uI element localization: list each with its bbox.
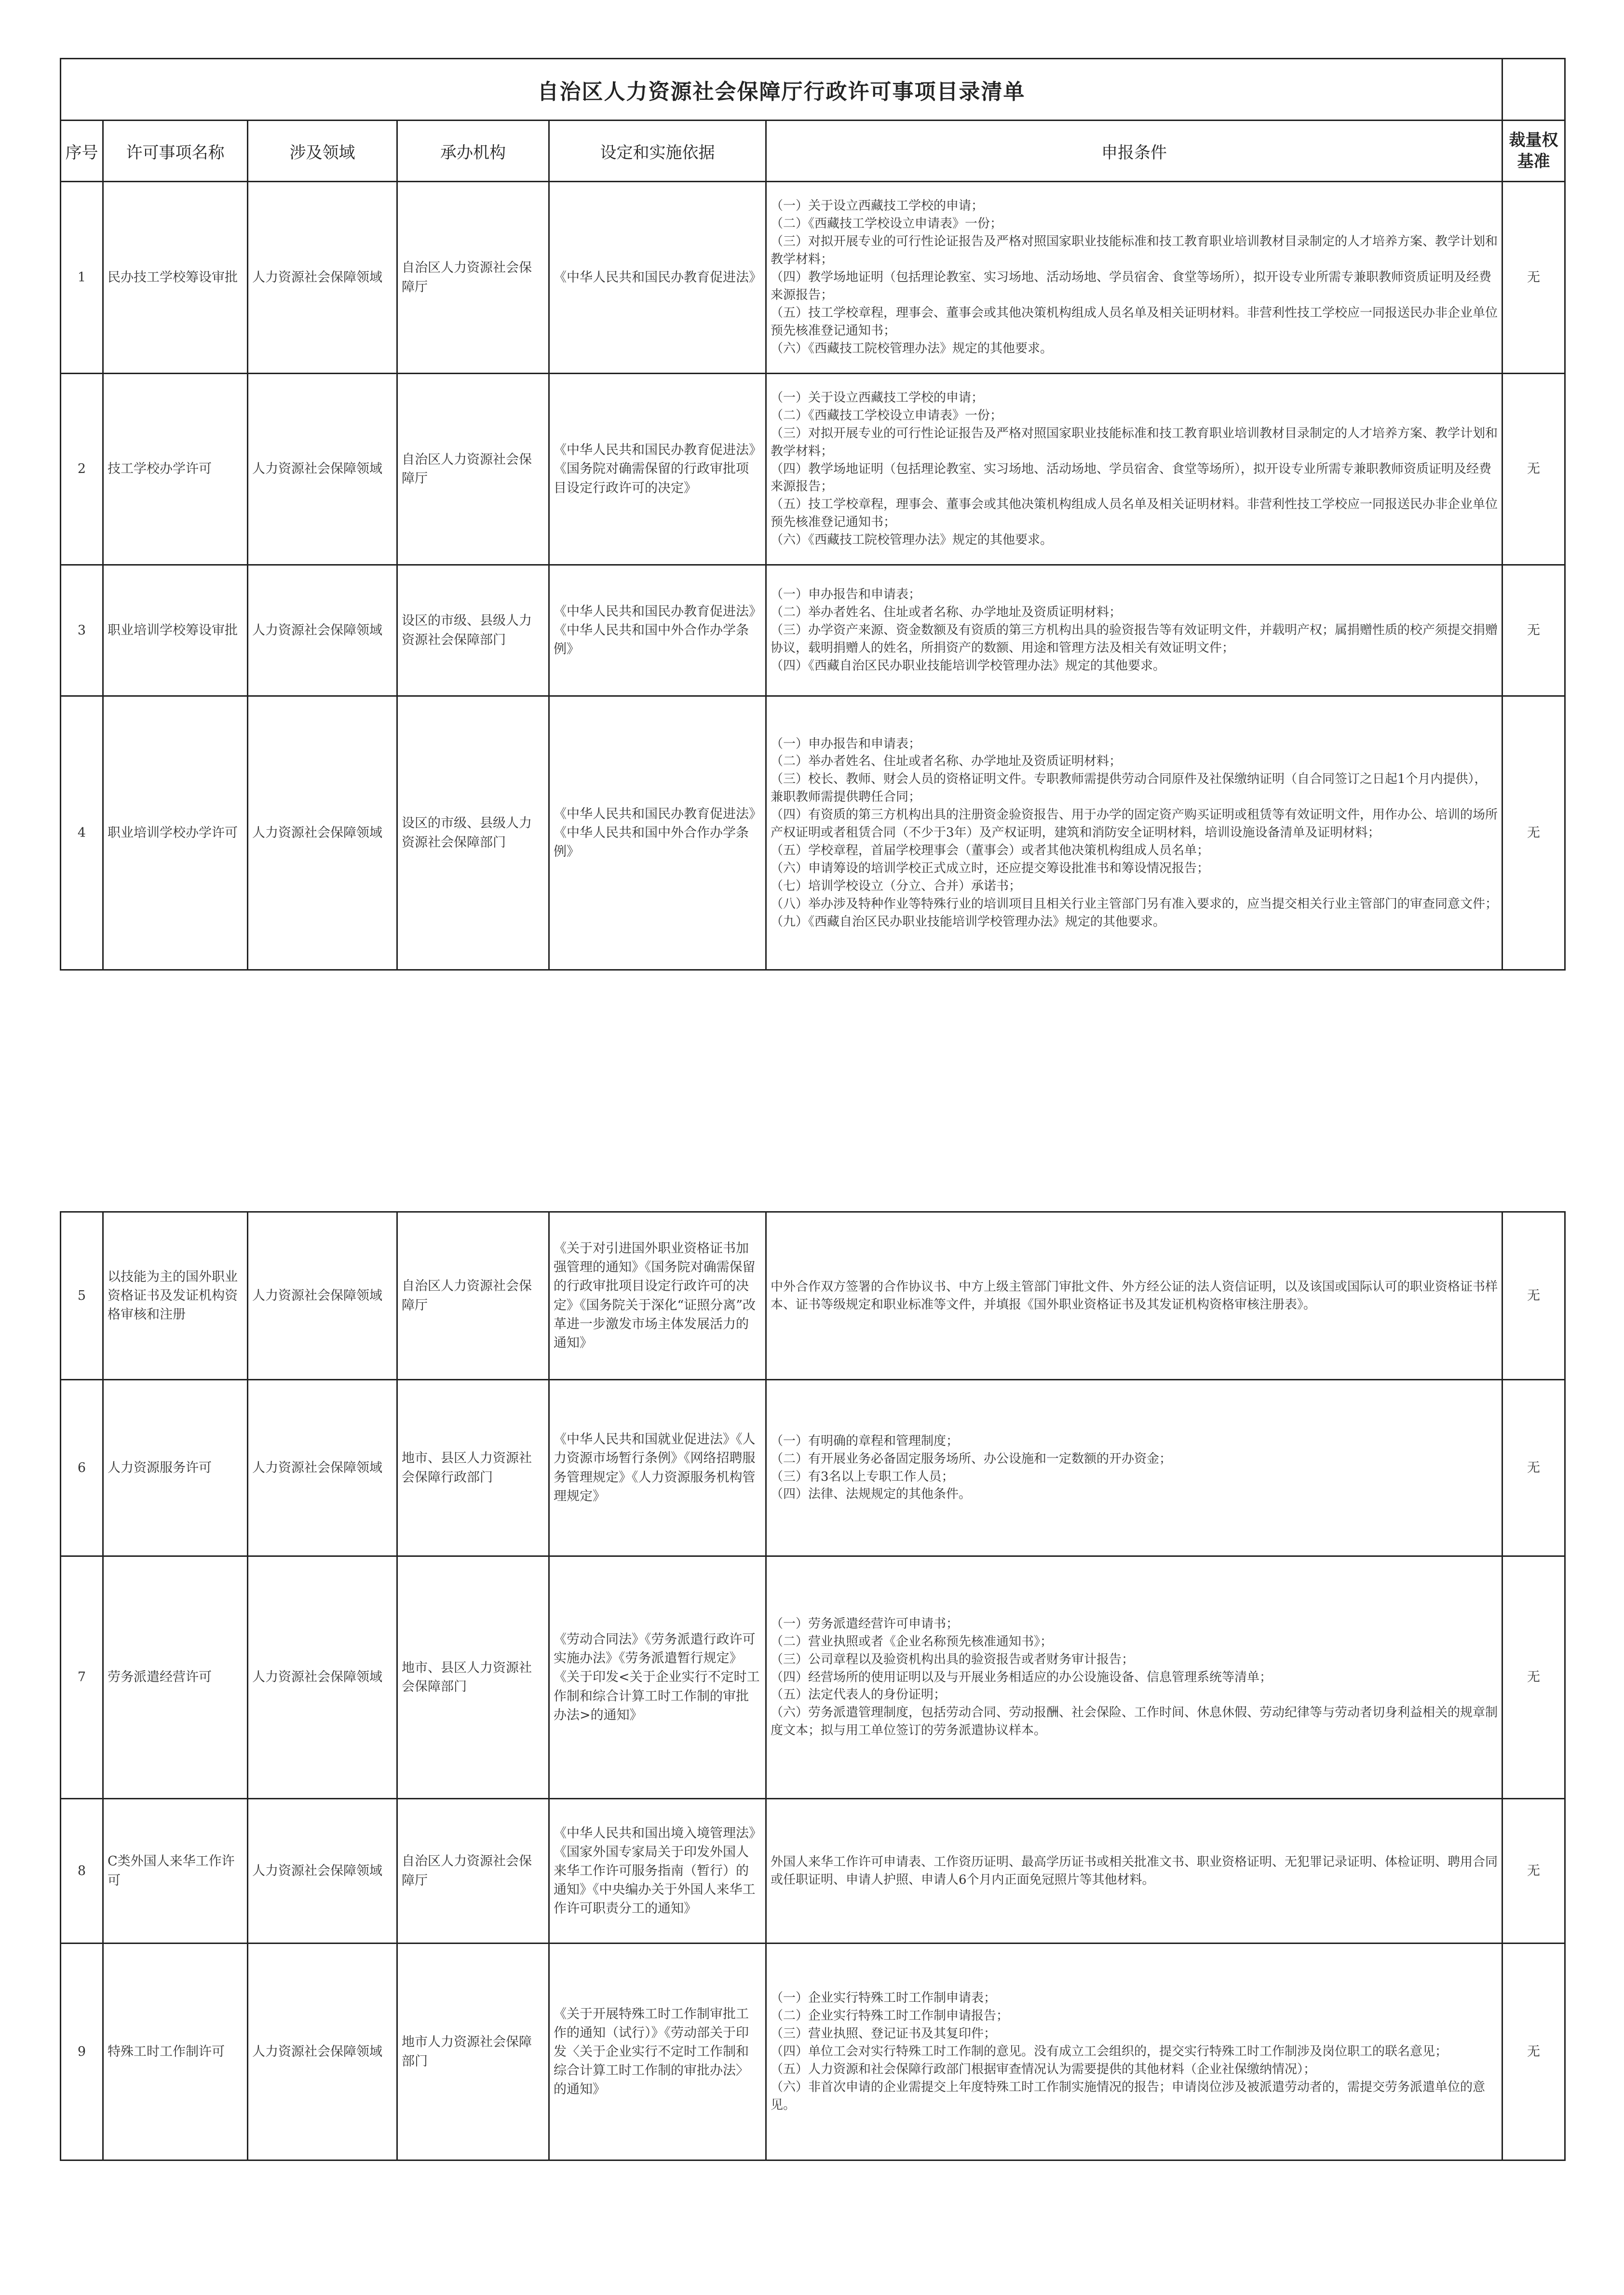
row-serial: 6	[61, 1380, 103, 1556]
row-permit-name: 职业培训学校办学许可	[103, 696, 248, 970]
row-serial: 2	[61, 374, 103, 565]
condition-item: （四）有资质的第三方机构出具的注册资金验资报告、用于办学的固定资产购买证明或租赁等有效证明文件，用作办公、培训的场所产权证明或者租赁合同（不少于3年）及产权证明，建筑和消防安全证明材料，培训设施设备清单及证明材料；	[771, 808, 1498, 840]
row-permit-name: 职业培训学校筹设审批	[103, 565, 248, 696]
header-permit-name: 许可事项名称	[103, 121, 248, 182]
row-area: 人力资源社会保障领域	[248, 696, 397, 970]
condition-item: （六）《西藏技工院校管理办法》规定的其他要求。	[771, 341, 1053, 356]
row-permit-name: 以技能为主的国外职业资格证书及发证机构资格审核和注册	[103, 1212, 248, 1380]
condition-item: （四）教学场地证明（包括理论教室、实习场地、活动场地、学员宿舍、食堂等场所），拟开设专业所需专兼职教师资质证明及经费来源报告；	[771, 461, 1492, 494]
row-legal-basis: 《中华人民共和国民办教育促进法》《中华人民共和国中外合作办学条例》	[549, 565, 766, 696]
condition-item: 外国人来华工作许可申请表、工作资历证明、最高学历证书或相关批准文书、职业资格证明、无犯罪记录证明、体检证明、聘用合同或任职证明、申请人护照、申请人6个月内正面免冠照片等其他材料。	[771, 1854, 1498, 1887]
permit-table-page-1	[60, 58, 1566, 971]
table-row	[61, 1380, 1565, 1556]
condition-item: （一）企业实行特殊工时工作制申请表；	[771, 1991, 997, 2006]
row-discretion: 无	[1502, 1799, 1565, 1944]
condition-item: （七）培训学校设立（分立、合并）承诺书；	[771, 878, 1022, 893]
row-conditions	[766, 696, 1502, 970]
condition-item: （六）非首次申请的企业需提交上年度特殊工时工作制实施情况的报告；申请岗位涉及被派遣劳动者的，需提交劳务派遣单位的意见。	[771, 2079, 1486, 2112]
header-area: 涉及领域	[248, 121, 397, 182]
condition-item: （三）营业执照、登记证书及其复印件；	[771, 2026, 997, 2041]
table-body-page-1	[61, 182, 1565, 970]
row-discretion: 无	[1502, 1944, 1565, 2160]
row-legal-basis: 《中华人民共和国民办教育促进法》	[549, 182, 766, 374]
row-area: 人力资源社会保障领域	[248, 182, 397, 374]
row-conditions	[766, 1556, 1502, 1799]
row-organization: 设区的市级、县级人力资源社会保障部门	[397, 696, 549, 970]
row-area: 人力资源社会保障领域	[248, 374, 397, 565]
condition-item: （四）《西藏自治区民办职业技能培训学校管理办法》规定的其他要求。	[771, 658, 1166, 673]
row-legal-basis: 《中华人民共和国民办教育促进法》《中华人民共和国中外合作办学条例》	[549, 696, 766, 970]
condition-item: （三）对拟开展专业的可行性论证报告及严格对照国家职业技能标准和技工教育职业培训教材目录制定的人才培养方案、教学计划和教学材料；	[771, 234, 1498, 267]
condition-item: （九）《西藏自治区民办职业技能培训学校管理办法》规定的其他要求。	[771, 914, 1166, 929]
table-row	[61, 565, 1565, 696]
header-discretion: 裁量权基准	[1502, 121, 1565, 182]
row-organization: 自治区人力资源社会保障厅	[397, 182, 549, 374]
row-serial: 5	[61, 1212, 103, 1380]
table-title: 自治区人力资源社会保障厅行政许可事项目录清单	[61, 59, 1502, 121]
condition-item: （四）经营场所的使用证明以及与开展业务相适应的办公设施设备、信息管理系统等清单；	[771, 1670, 1272, 1685]
table-row	[61, 1212, 1565, 1380]
row-area: 人力资源社会保障领域	[248, 1380, 397, 1556]
row-discretion: 无	[1502, 374, 1565, 565]
row-conditions	[766, 182, 1502, 374]
row-discretion: 无	[1502, 1380, 1565, 1556]
condition-item: （四）教学场地证明（包括理论教室、实习场地、活动场地、学员宿舍、食堂等场所），拟开设专业所需专兼职教师资质证明及经费来源报告；	[771, 270, 1492, 302]
table-row	[61, 1556, 1565, 1799]
header-conditions: 申报条件	[766, 121, 1502, 182]
condition-item: （五）人力资源和社会保障行政部门根据审查情况认为需要提供的其他材料（企业社保缴纳情况）；	[771, 2062, 1316, 2077]
condition-item: （三）公司章程以及验资机构出具的验资报告或者财务审计报告；	[771, 1652, 1135, 1667]
table-row	[61, 696, 1565, 970]
condition-item: （五）技工学校章程，理事会、董事会或其他决策机构组成人员名单及相关证明材料。非营利性技工学校应一同报送民办非企业单位预先核准登记通知书；	[771, 497, 1498, 530]
condition-item: （四）单位工会对实行特殊工时工作制的意见。没有成立工会组织的，提交实行特殊工时工作制涉及岗位职工的联名意见；	[771, 2044, 1448, 2059]
condition-item: （二）举办者姓名、住址或者名称、办学地址及资质证明材料；	[771, 605, 1122, 620]
row-permit-name: 技工学校办学许可	[103, 374, 248, 565]
row-organization: 设区的市级、县级人力资源社会保障部门	[397, 565, 549, 696]
condition-item: （六）申请筹设的培训学校正式成立时，还应提交筹设批准书和筹设情况报告；	[771, 861, 1210, 876]
table-row	[61, 374, 1565, 565]
table-row	[61, 1944, 1565, 2160]
row-conditions	[766, 565, 1502, 696]
row-conditions	[766, 1944, 1502, 2160]
row-legal-basis: 《关于对引进国外职业资格证书加强管理的通知》《国务院对确需保留的行政审批项目设定行政许可的决定》《国务院关于深化“证照分离”改革进一步激发市场主体发展活力的通知》	[549, 1212, 766, 1380]
row-serial: 1	[61, 182, 103, 374]
condition-item: （五）法定代表人的身份证明；	[771, 1688, 947, 1702]
row-area: 人力资源社会保障领域	[248, 1944, 397, 2160]
condition-item: （一）申办报告和申请表；	[771, 587, 921, 602]
row-discretion: 无	[1502, 696, 1565, 970]
row-serial: 8	[61, 1799, 103, 1944]
row-organization: 自治区人力资源社会保障厅	[397, 1799, 549, 1944]
condition-item: （六）《西藏技工院校管理办法》规定的其他要求。	[771, 533, 1053, 548]
condition-item: （二）有开展业务必备固定服务场所、办公设施和一定数额的开办资金；	[771, 1451, 1172, 1466]
condition-item: （八）举办涉及特种作业等特殊行业的培训项目且相关行业主管部门另有准入要求的，应当提交相关行业主管部门的审查同意文件；	[771, 896, 1498, 911]
condition-item: （三）办学资产来源、资金数额及有资质的第三方机构出具的验资报告等有效证明文件，并载明产权；属捐赠性质的校产须提交捐赠协议，载明捐赠人的姓名，所捐资产的数额、用途和管理方法及相关有效证明文件；	[771, 623, 1498, 655]
condition-item: （一）关于设立西藏技工学校的申请；	[771, 199, 984, 214]
row-serial: 4	[61, 696, 103, 970]
row-discretion: 无	[1502, 565, 1565, 696]
row-organization: 自治区人力资源社会保障厅	[397, 374, 549, 565]
row-serial: 7	[61, 1556, 103, 1799]
row-serial: 3	[61, 565, 103, 696]
condition-item: （二）《西藏技工学校设立申请表》一份；	[771, 408, 1003, 423]
row-permit-name: 劳务派遣经营许可	[103, 1556, 248, 1799]
row-permit-name: C类外国人来华工作许可	[103, 1799, 248, 1944]
condition-item: （三）对拟开展专业的可行性论证报告及严格对照国家职业技能标准和技工教育职业培训教材目录制定的人才培养方案、教学计划和教学材料；	[771, 426, 1498, 459]
condition-item: （二）营业执照或者《企业名称预先核准通知书》；	[771, 1634, 1053, 1649]
condition-item: （二）举办者姓名、住址或者名称、办学地址及资质证明材料；	[771, 754, 1122, 769]
condition-item: （一）申办报告和申请表；	[771, 736, 921, 751]
title-blank-cell	[1502, 59, 1565, 121]
condition-item: （二）企业实行特殊工时工作制申请报告；	[771, 2009, 1009, 2024]
row-discretion: 无	[1502, 182, 1565, 374]
condition-item: （六）劳务派遣管理制度，包括劳动合同、劳动报酬、社会保险、工作时间、休息休假、劳动纪律等与劳动者切身利益相关的规章制度文本；拟与用工单位签订的劳务派遣协议样本。	[771, 1705, 1498, 1738]
permit-table-page-2	[60, 1211, 1566, 2161]
condition-item: （一）关于设立西藏技工学校的申请；	[771, 390, 984, 405]
row-organization: 地市人力资源社会保障部门	[397, 1944, 549, 2160]
row-legal-basis: 《中华人民共和国民办教育促进法》《国务院对确需保留的行政审批项目设定行政许可的决定》	[549, 374, 766, 565]
row-area: 人力资源社会保障领域	[248, 565, 397, 696]
condition-item: （四）法律、法规规定的其他条件。	[771, 1487, 972, 1502]
row-permit-name: 人力资源服务许可	[103, 1380, 248, 1556]
header-organization: 承办机构	[397, 121, 549, 182]
row-organization: 自治区人力资源社会保障厅	[397, 1212, 549, 1380]
condition-item: 中外合作双方签署的合作协议书、中方上级主管部门审批文件、外方经公证的法人资信证明，以及该国或国际认可的职业资格证书样本、证书等级规定和职业标准等文件，并填报《国外职业资格证书及其发证机构资格审核注册表》。	[771, 1279, 1498, 1312]
row-conditions	[766, 1212, 1502, 1380]
row-organization: 地市、县区人力资源社会保障行政部门	[397, 1380, 549, 1556]
row-permit-name: 特殊工时工作制许可	[103, 1944, 248, 2160]
row-conditions	[766, 374, 1502, 565]
row-legal-basis: 《关于开展特殊工时工作制审批工作的通知（试行）》《劳动部关于印发〈关于企业实行不定时工作制和综合计算工时工作制的审批办法〉的通知》	[549, 1944, 766, 2160]
condition-item: （三）校长、教师、财会人员的资格证明文件。专职教师需提供劳动合同原件及社保缴纳证明（自合同签订之日起1个月内提供），兼职教师需提供聘任合同；	[771, 772, 1487, 805]
condition-item: （一）劳务派遣经营许可申请书；	[771, 1616, 959, 1631]
condition-item: （二）《西藏技工学校设立申请表》一份；	[771, 216, 1003, 231]
row-permit-name: 民办技工学校筹设审批	[103, 182, 248, 374]
condition-item: （五）技工学校章程，理事会、董事会或其他决策机构组成人员名单及相关证明材料。非营利性技工学校应一同报送民办非企业单位预先核准登记通知书；	[771, 305, 1498, 338]
header-serial: 序号	[61, 121, 103, 182]
row-organization: 地市、县区人力资源社会保障部门	[397, 1556, 549, 1799]
row-area: 人力资源社会保障领域	[248, 1556, 397, 1799]
row-serial: 9	[61, 1944, 103, 2160]
row-conditions	[766, 1799, 1502, 1944]
row-legal-basis: 《中华人民共和国出境入境管理法》《国家外国专家局关于印发外国人来华工作许可服务指南（暂行）的通知》《中央编办关于外国人来华工作许可职责分工的通知》	[549, 1799, 766, 1944]
row-discretion: 无	[1502, 1556, 1565, 1799]
table-row	[61, 1799, 1565, 1944]
table-body-page-2	[61, 1212, 1565, 2160]
condition-item: （五）学校章程，首届学校理事会（董事会）或者其他决策机构组成人员名单；	[771, 843, 1210, 858]
row-legal-basis: 《中华人民共和国就业促进法》《人力资源市场暂行条例》《网络招聘服务管理规定》《人力资源服务机构管理规定》	[549, 1380, 766, 1556]
row-discretion: 无	[1502, 1212, 1565, 1380]
row-conditions	[766, 1380, 1502, 1556]
condition-item: （三）有3名以上专职工作人员；	[771, 1469, 954, 1484]
condition-item: （一）有明确的章程和管理制度；	[771, 1433, 959, 1448]
row-area: 人力资源社会保障领域	[248, 1799, 397, 1944]
row-legal-basis: 《劳动合同法》《劳务派遣行政许可实施办法》《劳务派遣暂行规定》《关于印发<关于企业实行不定时工作制和综合计算工时工作制的审批办法>的通知》	[549, 1556, 766, 1799]
table-row	[61, 182, 1565, 374]
row-area: 人力资源社会保障领域	[248, 1212, 397, 1380]
header-legal-basis: 设定和实施依据	[549, 121, 766, 182]
